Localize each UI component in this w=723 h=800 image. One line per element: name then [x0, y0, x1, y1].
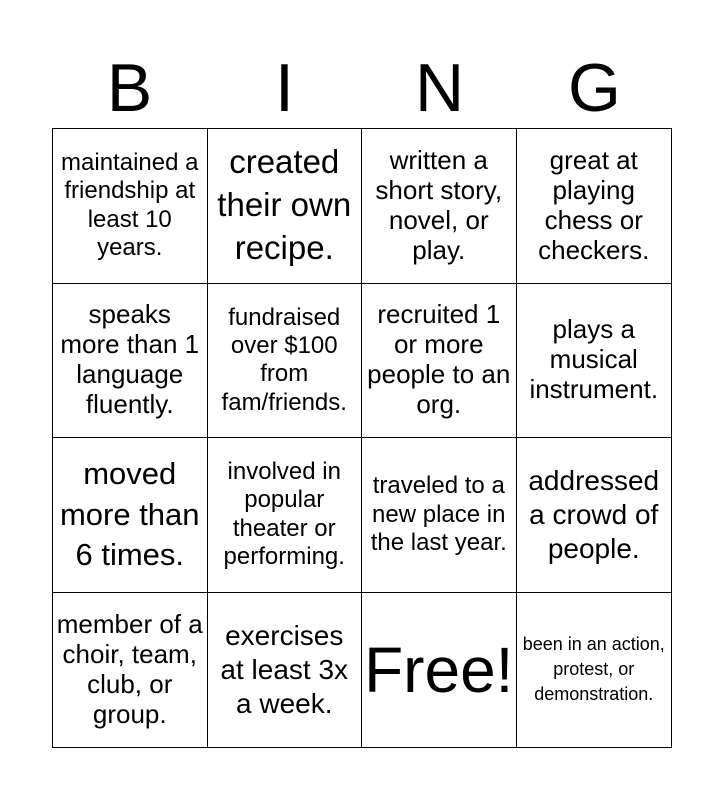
bingo-cell-text: written a short story, novel, or play. — [375, 144, 503, 265]
bingo-cell-text: been in an action, protest, or demonstration. — [522, 633, 665, 705]
bingo-cell[interactable] — [208, 129, 363, 284]
bingo-header — [52, 48, 672, 128]
header-letter-n: N — [414, 50, 465, 126]
bingo-cell-text: recruited 1 or more people to an org. — [367, 299, 511, 420]
bingo-cell[interactable] — [53, 129, 208, 284]
bingo-free-cell[interactable] — [362, 593, 517, 748]
bingo-cell-text: great at playing chess or checkers. — [538, 144, 650, 265]
bingo-cell-text: maintained a friendship at least 10 years. — [61, 149, 199, 262]
bingo-cell[interactable] — [208, 593, 363, 748]
bingo-cell-text: plays a musical instrument. — [529, 314, 659, 405]
bingo-free-text: Free! — [364, 633, 514, 706]
bingo-board — [52, 128, 672, 748]
bingo-cell-text: involved in popular theater or performing. — [223, 458, 345, 571]
bingo-cell-text: member of a choir, team, club, or group. — [56, 608, 203, 729]
bingo-cell[interactable] — [517, 284, 672, 439]
bingo-cell[interactable] — [53, 284, 208, 439]
bingo-cell[interactable] — [362, 438, 517, 593]
bingo-cell-text: moved more than 6 times. — [59, 456, 200, 572]
bingo-cell-text: exercises at least 3x a week. — [220, 620, 349, 719]
bingo-cell[interactable] — [517, 593, 672, 748]
bingo-cell[interactable] — [517, 438, 672, 593]
header-letter-b: B — [106, 50, 153, 126]
bingo-cell[interactable] — [362, 129, 517, 284]
bingo-cell-text: traveled to a new place in the last year. — [370, 472, 507, 556]
bingo-cell[interactable] — [362, 284, 517, 439]
bingo-cell-text: created their own recipe. — [217, 143, 352, 267]
bingo-cell[interactable] — [53, 593, 208, 748]
bingo-cell-text: fundraised over $100 from fam/friends. — [221, 303, 347, 416]
bingo-cell[interactable] — [517, 129, 672, 284]
header-letter-g: G — [568, 50, 621, 126]
bingo-cell[interactable] — [208, 438, 363, 593]
bingo-cell-text: addressed a crowd of people. — [528, 465, 660, 564]
bingo-cell-text: speaks more than 1 language fluently. — [60, 299, 200, 420]
header-letter-i: I — [275, 50, 294, 126]
bingo-cell[interactable] — [53, 438, 208, 593]
bingo-cell[interactable] — [208, 284, 363, 439]
